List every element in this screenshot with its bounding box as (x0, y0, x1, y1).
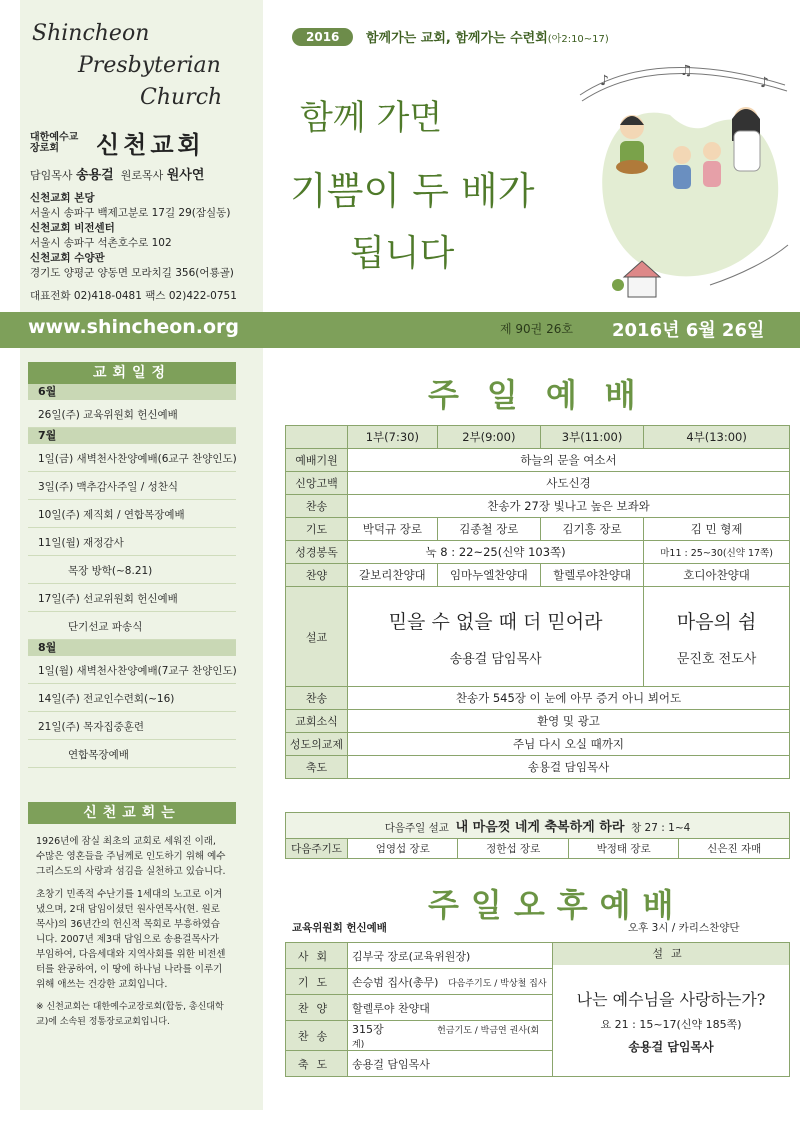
table-row (286, 541, 790, 564)
emeritus-title: 원로목사 (120, 169, 164, 182)
sermon-4-preacher: 문진호 전도사 (676, 651, 757, 667)
schedule-item: 연합목장예배 (28, 740, 236, 768)
pastor-title: 담임목사 (30, 169, 73, 182)
afternoon-sermon-label: 설교 (553, 943, 789, 965)
row-label: 기도 (286, 969, 348, 995)
call-to-worship: 하늘의 문을 여소서 (348, 449, 790, 472)
slogan-line-3: 됩니다 (350, 233, 455, 274)
row-label: 축도 (286, 756, 348, 779)
table-row (286, 943, 790, 969)
row-label: 성도의교제 (286, 733, 348, 756)
month-header: 7월 (28, 428, 236, 444)
table-row (286, 733, 790, 756)
fellowship: 주님 다시 오실 때까지 (348, 733, 790, 756)
schedule-item: 17일(주) 선교위원회 헌신예배 (28, 584, 236, 612)
next-prayer-1: 엄영섭 장로 (348, 839, 458, 859)
prayer-1: 박덕규 장로 (348, 518, 438, 541)
row-label: 찬송 (286, 495, 348, 518)
svg-text:♫: ♫ (680, 63, 693, 79)
church-news: 환영 및 광고 (348, 710, 790, 733)
intro-paragraph: 초창기 민족적 수난기를 1세대의 노고로 이겨 냈으며, 2대 담임이셨던 원사연목사(현. 원로목사)의 36년간의 헌신적 목회로 부흥하였습니다. 2007년 제3대 담임으로 송용걸목사가 부임하여, 다음세대와 지역사회를 위한 비전센터를 완공하여, 이 땅에 하나님 나라를 이루기 위해 애쓰는 건강한 교회입니다. (36, 889, 226, 990)
table-row (286, 687, 790, 710)
intro-panel (28, 802, 236, 1034)
afternoon-worship-title: 주일오후예배 (428, 886, 686, 924)
logo-line-1: Shincheon (32, 21, 150, 46)
slogan-line-1: 함께 가면 (300, 98, 443, 138)
service-3: 3부(11:00) (540, 426, 643, 449)
address-text: 서울시 송파구 석촌호수로 102 (30, 237, 172, 249)
row-value (348, 995, 553, 1021)
website-link[interactable]: www.shincheon.org (28, 316, 240, 338)
row-label: 축도 (286, 1051, 348, 1077)
afternoon-time: 오후 3시 / 카리스찬양단 (628, 922, 740, 934)
next-sermon-cell (286, 813, 790, 839)
row-value (348, 969, 553, 995)
host: 김부국 장로(교육위원장) (352, 949, 471, 963)
sermon-title: 믿을 수 없을 때 더 믿어라 (388, 610, 603, 633)
table-row (286, 839, 790, 859)
month-header: 6월 (28, 384, 236, 400)
year-badge: 2016 (292, 28, 353, 46)
slogan-line-2: 기쁨이 두 배가 (290, 169, 535, 213)
hymn-number: 315장 (352, 1023, 384, 1036)
service-1: 1부(7:30) (348, 426, 438, 449)
svg-text:♪: ♪ (760, 75, 769, 91)
next-sermon-ref: 창 27 : 1~4 (631, 822, 691, 834)
address-text: 서울시 송파구 백제고분로 17길 29(잠실동) (30, 207, 231, 219)
afternoon-sermon-ref: 요 21 : 15~17(신약 185쪽) (600, 1018, 742, 1031)
table-row (286, 710, 790, 733)
next-sermon-title: 내 마음껏 네게 축복하게 하라 (455, 820, 625, 835)
row-value (348, 1051, 553, 1077)
prayer-4: 김 민 형제 (644, 518, 790, 541)
service-4: 4부(13:00) (644, 426, 790, 449)
theme-text: 함께가는 교회, 함께가는 수련회 (366, 31, 548, 46)
sermon-preacher: 송용걸 담임목사 (449, 651, 542, 667)
row-label: 찬양 (286, 564, 348, 587)
table-row (286, 495, 790, 518)
table-row (286, 564, 790, 587)
row-label: 찬송 (286, 687, 348, 710)
schedule-item: 목장 방학(~8.21) (28, 556, 236, 584)
next-prayer-leader: 다음주기도 / 박상철 집사 (447, 978, 547, 989)
benediction: 송용걸 담임목사 (348, 756, 790, 779)
afternoon-sermon-title: 나는 예수님을 사랑하는가? (576, 990, 766, 1009)
row-value (348, 943, 553, 969)
table-row (286, 449, 790, 472)
issue-date: 2016년 6월 26일 (612, 320, 765, 341)
phone-fax: 대표전화 02)418-0481 팩스 02)422-0751 (30, 290, 237, 302)
table-row (286, 756, 790, 779)
row-label: 찬양 (286, 995, 348, 1021)
schedule-item: 10일(주) 제직회 / 연합목장예배 (28, 500, 236, 528)
next-week-table (285, 812, 790, 859)
intro-title: 신천교회는 (28, 802, 236, 824)
choir-2: 임마누엘찬양대 (437, 564, 540, 587)
next-sermon-label: 다음주일 설교 (384, 822, 449, 834)
sermon-4-title: 마음의 쉼 (676, 610, 757, 633)
row-label: 교회소식 (286, 710, 348, 733)
schedule-item: 11일(월) 재정감사 (28, 528, 236, 556)
logo-line-3: Church (140, 85, 223, 110)
prayer-3: 김기흥 장로 (540, 518, 643, 541)
address-title: 신천교회 본당 (30, 192, 95, 204)
address-text: 경기도 양평군 양동면 모라치길 356(어룡골) (30, 267, 234, 279)
address-title: 신천교회 수양관 (30, 252, 105, 264)
schedule-panel (28, 362, 236, 768)
schedule-item: 1일(금) 새벽천사찬양예배(6교구 찬양인도) (28, 444, 236, 472)
schedule-item: 3일(주) 맥추감사주일 / 성찬식 (28, 472, 236, 500)
empty-cell (286, 426, 348, 449)
sunday-order-table (285, 425, 790, 779)
sermon-cell (348, 587, 644, 687)
schedule-item: 21일(주) 목자집중훈련 (28, 712, 236, 740)
row-value (348, 1021, 553, 1051)
creed: 사도신경 (348, 472, 790, 495)
prayer-leader: 손승범 집사(총무) (352, 975, 439, 989)
afternoon-sermon-cell (553, 943, 790, 1077)
service-header-row (286, 426, 790, 449)
next-prayer-2: 정한섭 장로 (458, 839, 568, 859)
afternoon-order-table (285, 942, 790, 1077)
row-label: 다음주기도 (286, 839, 348, 859)
emeritus-name: 원사연 (166, 168, 205, 183)
schedule-item: 14일(주) 전교인수련회(~16) (28, 684, 236, 712)
table-row (286, 813, 790, 839)
schedule-item: 26일(주) 교육위원회 헌신예배 (28, 400, 236, 428)
schedule-item: 1일(월) 새벽천사찬양예배(7교구 찬양인도) (28, 656, 236, 684)
afternoon-sermon-preacher: 송용걸 담임목사 (628, 1040, 714, 1054)
address-title: 신천교회 비전센터 (30, 222, 115, 234)
intro-paragraph: 1926년에 잠실 최초의 교회로 세워진 이래, 수많은 영혼들을 주님께로 인도하기 위해 예수 그리스도의 사랑과 섬김을 실천하고 있습니다. (36, 836, 226, 877)
church-name: 신천교회 (96, 131, 205, 159)
table-row (286, 518, 790, 541)
svg-text:♪: ♪ (600, 73, 609, 89)
row-label: 사회 (286, 943, 348, 969)
schedule-title: 교회일정 (28, 362, 236, 384)
afternoon-subtitle: 교육위원회 헌신예배 (292, 922, 387, 934)
pastor-name: 송용걸 (76, 168, 114, 183)
theme-ref: (아2:10~17) (547, 34, 609, 45)
schedule-item: 단기선교 파송식 (28, 612, 236, 640)
pastors-line (30, 164, 255, 183)
scripture-reading-4: 마11 : 25~30(신약 17쪽) (644, 541, 790, 564)
service-2: 2부(9:00) (437, 426, 540, 449)
benediction: 송용걸 담임목사 (352, 1057, 430, 1071)
family-music-illustration (560, 55, 790, 305)
next-prayer-4: 신은진 자매 (679, 839, 790, 859)
church-info (30, 125, 255, 281)
row-label: 설교 (286, 587, 348, 687)
intro-footnote: ※ 신천교회는 대한예수교장로회(합동, 총신대학교)에 소속된 정통장로교회입니다. (36, 1002, 224, 1027)
prayer-2: 김종철 장로 (437, 518, 540, 541)
opening-hymn: 찬송가 27장 빛나고 높은 보좌와 (348, 495, 790, 518)
choir-1: 갈보리찬양대 (348, 564, 438, 587)
closing-hymn: 찬송가 545장 이 눈에 아무 증거 아니 뵈어도 (348, 687, 790, 710)
month-header: 8월 (28, 640, 236, 656)
choir-4: 호디아찬양대 (644, 564, 790, 587)
issue-volume: 제 90권 26호 (500, 322, 573, 336)
row-label: 기도 (286, 518, 348, 541)
row-label: 찬송 (286, 1021, 348, 1051)
sermon-4-cell (644, 587, 790, 687)
row-label: 성경봉독 (286, 541, 348, 564)
logo-line-2: Presbyterian (78, 53, 221, 78)
address-list (30, 191, 255, 281)
denomination: 대한예수교 장로회 (30, 131, 79, 154)
scripture-reading: 눅 8 : 22~25(신약 103쪽) (348, 541, 644, 564)
row-label: 예배기원 (286, 449, 348, 472)
choir: 할렐루야 찬양대 (352, 1001, 430, 1015)
row-label: 신앙고백 (286, 472, 348, 495)
choir-3: 할렐루야찬양대 (540, 564, 643, 587)
offering-prayer: 헌금기도 / 박금연 권사(회계) (352, 1026, 540, 1050)
sunday-worship-title: 주일예배 (428, 376, 664, 414)
table-row (286, 587, 790, 687)
theme-title (366, 27, 609, 46)
table-row (286, 472, 790, 495)
next-prayer-3: 박정태 장로 (568, 839, 678, 859)
